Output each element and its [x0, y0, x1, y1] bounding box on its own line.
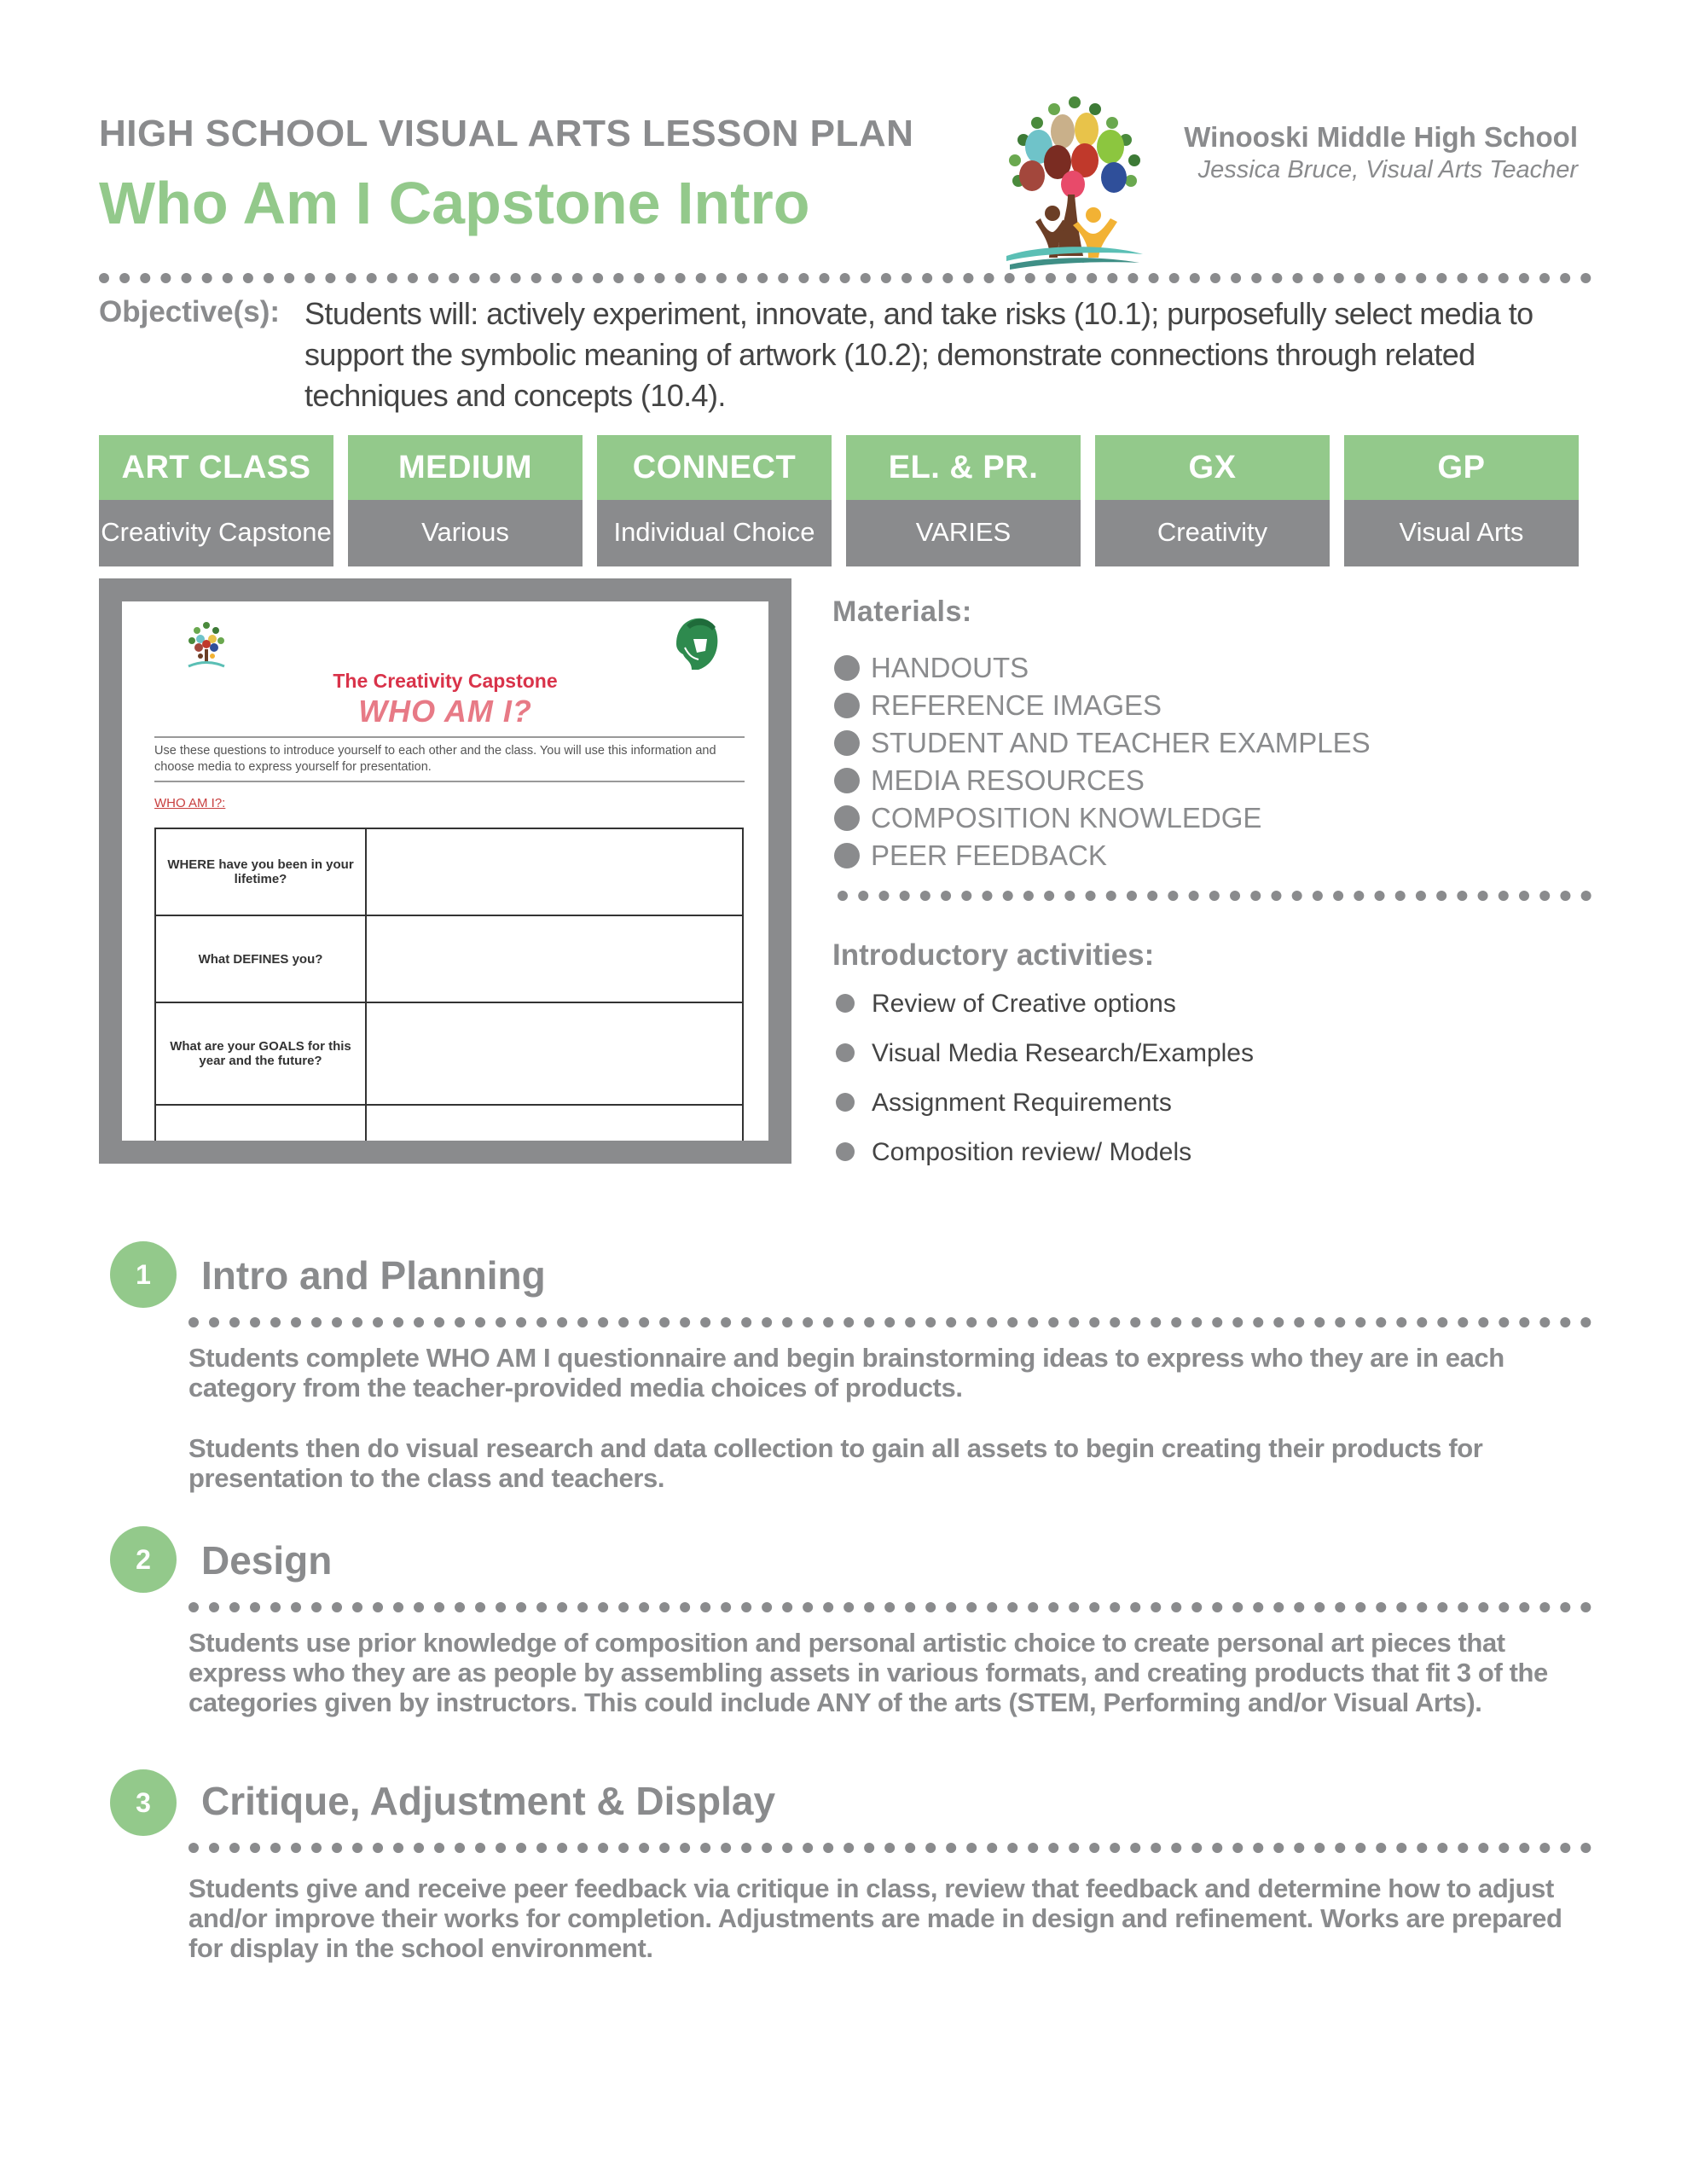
activity-label: Composition review/ Models	[872, 1138, 1192, 1166]
answer-cell	[366, 1002, 743, 1105]
school-name: Winooski Middle High School	[1184, 121, 1578, 153]
material-label: COMPOSITION KNOWLEDGE	[871, 802, 1262, 834]
handout-subtitle: The Creativity Capstone	[333, 670, 558, 692]
material-label: PEER FEEDBACK	[871, 839, 1107, 871]
teacher-name: Jessica Bruce, Visual Arts Teacher	[1197, 156, 1578, 183]
table-row	[155, 828, 743, 915]
header-divider	[99, 273, 1591, 293]
step-divider	[188, 1843, 1591, 1863]
list-item	[834, 727, 1371, 759]
list-item	[836, 990, 1176, 1019]
answer-cell	[366, 915, 743, 1002]
question-cell	[155, 1105, 366, 1141]
list-item	[836, 1138, 1191, 1167]
objectives-text: Students will: actively experiment, innovate, and take risks (10.1); purposefully select media to support the symbolic meaning of artwork (10.2); demonstrate connections through related techniques and concepts (10.4).	[304, 296, 1533, 413]
info-column-gp	[1344, 435, 1579, 566]
page-title: Who Am I Capstone Intro	[99, 170, 810, 236]
info-column-value: Creativity Capstone	[99, 500, 333, 566]
step-title: Critique, Adjustment & Display	[201, 1779, 776, 1823]
step-divider	[188, 1602, 1591, 1623]
bullet-icon	[834, 655, 860, 681]
bullet-icon	[834, 730, 860, 756]
intro-activities-label: Introductory activities:	[832, 938, 1155, 972]
info-column-value: Visual Arts	[1344, 500, 1579, 566]
table-row	[155, 915, 743, 1002]
handout-title: WHO AM I?	[358, 694, 532, 729]
info-column-header: EL. & PR.	[846, 435, 1081, 500]
question-cell: What DEFINES you?	[155, 915, 366, 1002]
bullet-icon	[836, 1043, 855, 1062]
info-column-value: VARIES	[846, 500, 1081, 566]
step-title: Design	[201, 1538, 333, 1583]
table-row	[155, 1105, 743, 1141]
list-item	[836, 1039, 1254, 1068]
bullet-icon	[836, 994, 855, 1013]
step-number-badge: 1	[110, 1241, 177, 1308]
material-label: STUDENT AND TEACHER EXAMPLES	[871, 727, 1371, 758]
list-item	[834, 689, 1162, 722]
step-divider	[188, 1317, 1591, 1338]
info-column-header: ART CLASS	[99, 435, 333, 500]
list-item	[834, 839, 1107, 872]
step-paragraph: Students use prior knowledge of composition and personal artistic choice to create personal art pieces that express who they are as people by assembling assets in various formats, and creating products that fit 3 of the categories given by instructors. This could include ANY of the arts (STEM, Performing and/or Visual Arts).	[188, 1628, 1548, 1717]
tree-of-people-mini-icon	[180, 619, 233, 671]
bullet-icon	[836, 1142, 855, 1161]
bullet-icon	[834, 768, 860, 793]
list-item	[834, 764, 1145, 797]
info-column-art-class	[99, 435, 333, 566]
material-label: REFERENCE IMAGES	[871, 689, 1162, 721]
info-column-header: GP	[1344, 435, 1579, 500]
handout-intro: Use these questions to introduce yourself to each other and the class. You will use this information and choose media to express yourself for presentation.	[154, 744, 716, 774]
table-row	[155, 1002, 743, 1105]
list-item	[836, 1089, 1172, 1118]
material-label: HANDOUTS	[871, 652, 1029, 683]
lesson-plan-supertitle: HIGH SCHOOL VISUAL ARTS LESSON PLAN	[99, 113, 914, 154]
step-paragraph: Students give and receive peer feedback via critique in class, review that feedback and determine how to adjust and/or improve their works for completion. Adjustments are made in design and refinement. Works are prepared for display in the school environment.	[188, 1873, 1562, 1963]
info-column-header: GX	[1095, 435, 1330, 500]
list-item	[834, 652, 1029, 684]
step-paragraph: Students then do visual research and data collection to gain all assets to begin creating their products for presentation to the class and teachers.	[188, 1433, 1483, 1493]
list-item	[834, 802, 1261, 834]
answer-cell	[366, 828, 743, 915]
info-column-value: Creativity	[1095, 500, 1330, 566]
bullet-icon	[834, 693, 860, 718]
handout-preview	[122, 601, 768, 1141]
activity-label: Assignment Requirements	[872, 1089, 1172, 1117]
objectives-label: Objective(s):	[99, 295, 280, 328]
step-number-badge: 3	[110, 1769, 177, 1836]
handout-who-label: WHO AM I?:	[154, 796, 226, 810]
answer-cell	[366, 1105, 743, 1141]
info-column-header: MEDIUM	[348, 435, 583, 500]
question-cell: WHERE have you been in your lifetime?	[155, 828, 366, 915]
question-cell: What are your GOALS for this year and the future?	[155, 1002, 366, 1105]
step-paragraph: Students complete WHO AM I questionnaire and begin brainstorming ideas to express who they are in each category from the teacher-provided media choices of products.	[188, 1343, 1504, 1403]
step-number-badge: 2	[110, 1526, 177, 1593]
materials-label: Materials:	[832, 595, 972, 628]
activity-label: Review of Creative options	[872, 990, 1176, 1018]
spartan-helmet-icon	[668, 613, 724, 675]
info-column-gx	[1095, 435, 1330, 566]
info-column-el-pr	[846, 435, 1081, 566]
info-column-value: Various	[348, 500, 583, 566]
bullet-icon	[834, 805, 860, 831]
step-title: Intro and Planning	[201, 1253, 546, 1298]
handout-rule	[154, 736, 745, 738]
info-column-value: Individual Choice	[597, 500, 832, 566]
handout-question-table	[154, 828, 744, 1141]
activity-label: Visual Media Research/Examples	[872, 1039, 1254, 1067]
info-column-connect	[597, 435, 832, 566]
info-column-header: CONNECT	[597, 435, 832, 500]
info-column-medium	[348, 435, 583, 566]
material-label: MEDIA RESOURCES	[871, 764, 1145, 796]
materials-divider	[838, 891, 1591, 911]
tree-of-people-logo-icon	[989, 94, 1160, 273]
bullet-icon	[834, 843, 860, 868]
handout-rule	[154, 781, 745, 782]
bullet-icon	[836, 1093, 855, 1112]
